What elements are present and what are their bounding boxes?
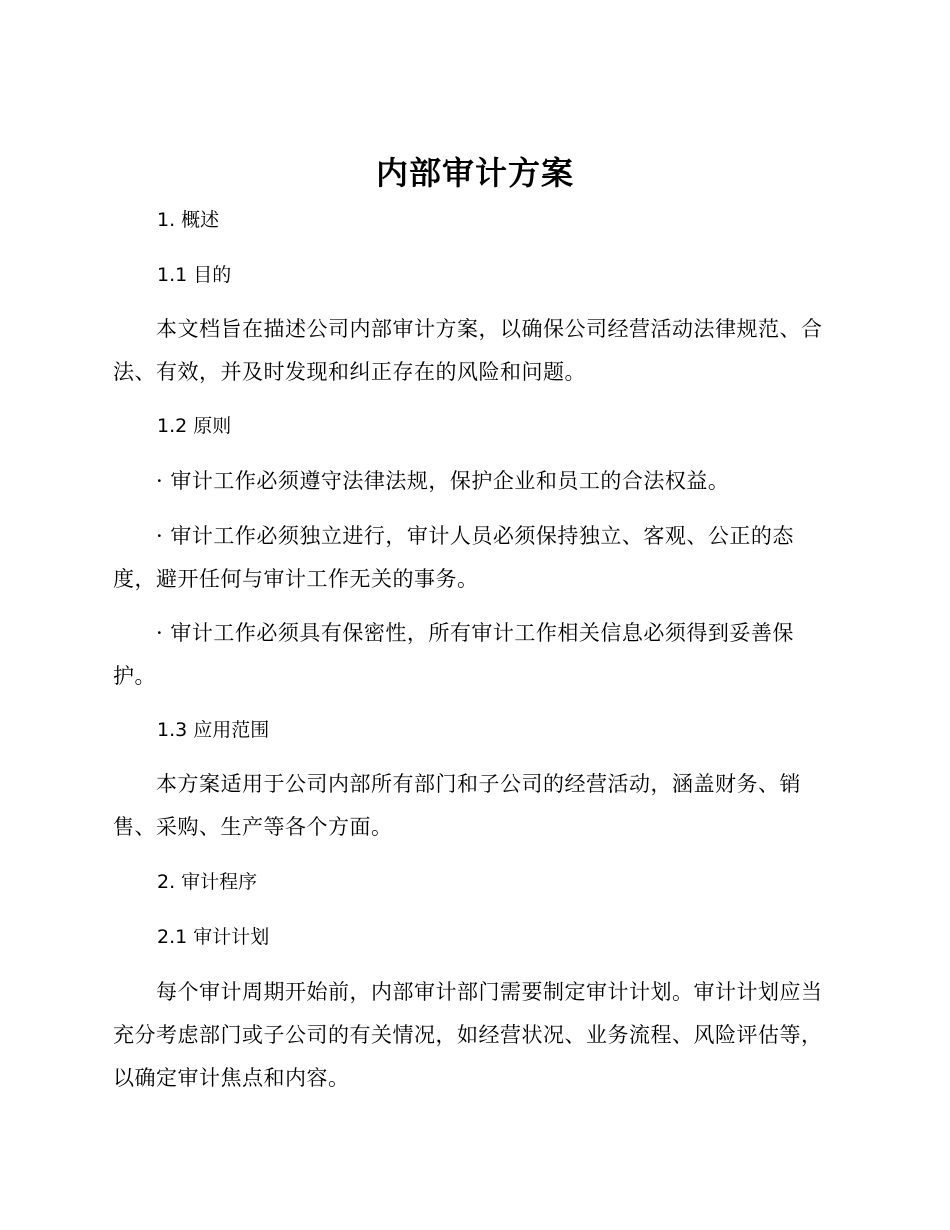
principle-item-2: · 审计工作必须独立进行，审计人员必须保持独立、客观、公正的态度，避开任何与审计工作无关的事务。 [113, 524, 794, 591]
section-heading-audit-procedure: 2. 审计程序 [157, 871, 258, 893]
section-heading-overview: 1. 概述 [157, 209, 220, 231]
section-heading-audit-plan: 2.1 审计计划 [157, 926, 270, 948]
section-heading-scope: 1.3 应用范围 [157, 719, 270, 741]
section-heading-principles: 1.2 原则 [157, 415, 232, 437]
principle-item-1: · 审计工作必须遵守法律法规，保护企业和员工的合法权益。 [156, 469, 730, 493]
paragraph-scope: 本方案适用于公司内部所有部门和子公司的经营活动，涵盖财务、销售、采购、生产等各个方面。 [113, 772, 801, 839]
section-heading-purpose: 1.1 目的 [157, 264, 232, 286]
principle-item-3: · 审计工作必须具有保密性，所有审计工作相关信息必须得到妥善保护。 [113, 621, 794, 688]
paragraph-audit-plan: 每个审计周期开始前，内部审计部门需要制定审计计划。审计计划应当充分考虑部门或子公司的有关情况，如经营状况、业务流程、风险评估等，以确定审计焦点和内容。 [113, 980, 823, 1090]
document-title: 内部审计方案 [375, 154, 574, 192]
paragraph-purpose: 本文档旨在描述公司内部审计方案，以确保公司经营活动法律规范、合法、有效，并及时发现和纠正存在的风险和问题。 [113, 317, 823, 384]
